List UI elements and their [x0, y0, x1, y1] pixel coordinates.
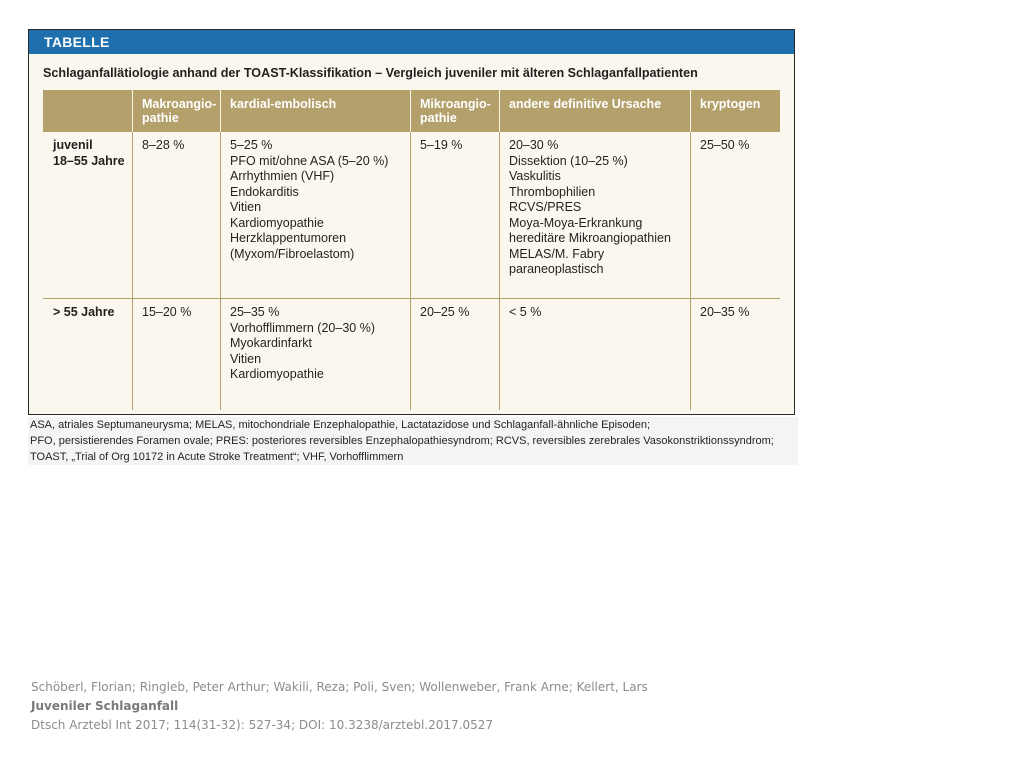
header-cell-kardial: kardial-embolisch: [220, 90, 410, 132]
data-table: [43, 90, 780, 410]
cell-mikro: 20–25 %: [410, 299, 499, 410]
row-label: [43, 132, 132, 298]
header-cell-andere: andere definitive Ursache: [499, 90, 690, 132]
citation-authors: Schöberl, Florian; Ringleb, Peter Arthur; Wakili, Reza; Poli, Sven; Wollenweber, Frank Arne; Kellert, Lars: [31, 680, 648, 694]
cell-list-item: Moya-Moya-Erkrankung: [509, 215, 643, 230]
cell-mikro: 5–19 %: [410, 132, 499, 298]
cell-makro: 15–20 %: [132, 299, 220, 410]
cell-andere: [499, 299, 690, 410]
cell-item-list: [509, 154, 690, 278]
cell-item-list: [230, 321, 410, 383]
header-text: Mikroangio-: [420, 97, 491, 111]
cell-list-item: Endokarditis: [230, 184, 299, 199]
cell-pct: 20–30 %: [509, 138, 559, 152]
table-figure: [28, 29, 795, 415]
table-title: Schlaganfallätiologie anhand der TOAST-Klassifikation – Vergleich juveniler mit älteren Schlaganfallpatienten: [43, 66, 698, 80]
header-cell-empty: [43, 90, 132, 132]
cell-list-item: Arrhythmien (VHF): [230, 169, 335, 183]
cell-pct: < 5 %: [509, 305, 542, 319]
header-cell-mikroangiopathie: [410, 90, 499, 132]
footnote-line: PFO, persistierendes Foramen ovale; PRES: posteriores reversibles Enzephalopathiesyndrom; RCVS, reversibles zerebrales Vasokonstriktionssyndrom;: [30, 435, 774, 447]
header-text: pathie: [420, 111, 457, 125]
cell-list-item: paraneoplastisch: [509, 262, 604, 276]
cell-item-list: [230, 154, 410, 263]
cell-makro: 8–28 %: [132, 132, 220, 298]
footnote-line: ASA, atriales Septumaneurysma; MELAS, mitochondriale Enzephalopathie, Lactatazidose und Schlaganfall-ähnliche Episoden;: [30, 419, 651, 431]
cell-list-item: Dissektion (10–25 %): [509, 153, 628, 168]
cell-kryptogen: 20–35 %: [690, 299, 780, 410]
cell-list-item: Kardiomyopathie: [230, 215, 324, 230]
cell-list-item: Vorhofflimmern (20–30 %): [230, 320, 375, 335]
cell-list-item: hereditäre Mikroangiopathien: [509, 231, 671, 245]
footnote-line: TOAST, „Trial of Org 10172 in Acute Stroke Treatment“; VHF, Vorhofflimmern: [30, 451, 404, 463]
cell-list-item: Myokardinfarkt: [230, 336, 312, 350]
cell-list-item: Vitien: [230, 200, 262, 214]
header-text: pathie: [142, 111, 179, 125]
citation: [31, 678, 648, 735]
cell-kardial: [220, 132, 410, 298]
cell-list-item: Vaskulitis: [509, 169, 561, 183]
table-header-row: [43, 90, 780, 132]
header-cell-kryptogen: kryptogen: [690, 90, 780, 132]
cell-pct: 5–25 %: [230, 138, 273, 152]
citation-title: Juveniler Schlaganfall: [31, 699, 179, 713]
cell-list-item: PFO mit/ohne ASA (5–20 %): [230, 153, 389, 168]
cell-list-item: Herzklappentumoren: [230, 231, 347, 245]
table-row: [43, 298, 780, 410]
row-label-line: juvenil: [53, 138, 93, 152]
table-label: TABELLE: [29, 30, 794, 54]
table-row: [43, 132, 780, 298]
cell-list-item: (Myxom/Fibroelastom): [230, 246, 355, 261]
cell-kardial: [220, 299, 410, 410]
cell-list-item: MELAS/M. Fabry: [509, 246, 605, 261]
citation-source: Dtsch Arztebl Int 2017; 114(31-32): 527-34; DOI: 10.3238/arztebl.2017.0527: [31, 718, 494, 732]
cell-pct: 25–35 %: [230, 305, 280, 319]
table-footnotes: [28, 417, 798, 465]
row-label-line: > 55 Jahre: [53, 305, 115, 319]
header-text: Makroangio-: [142, 97, 217, 111]
cell-list-item: Vitien: [230, 351, 262, 366]
row-label-line: 18–55 Jahre: [53, 153, 125, 168]
cell-andere: [499, 132, 690, 298]
row-label: [43, 299, 132, 410]
header-cell-makroangiopathie: [132, 90, 220, 132]
cell-list-item: Kardiomyopathie: [230, 367, 324, 381]
cell-list-item: Thrombophilien: [509, 184, 596, 199]
cell-list-item: RCVS/PRES: [509, 200, 582, 214]
cell-kryptogen: 25–50 %: [690, 132, 780, 298]
